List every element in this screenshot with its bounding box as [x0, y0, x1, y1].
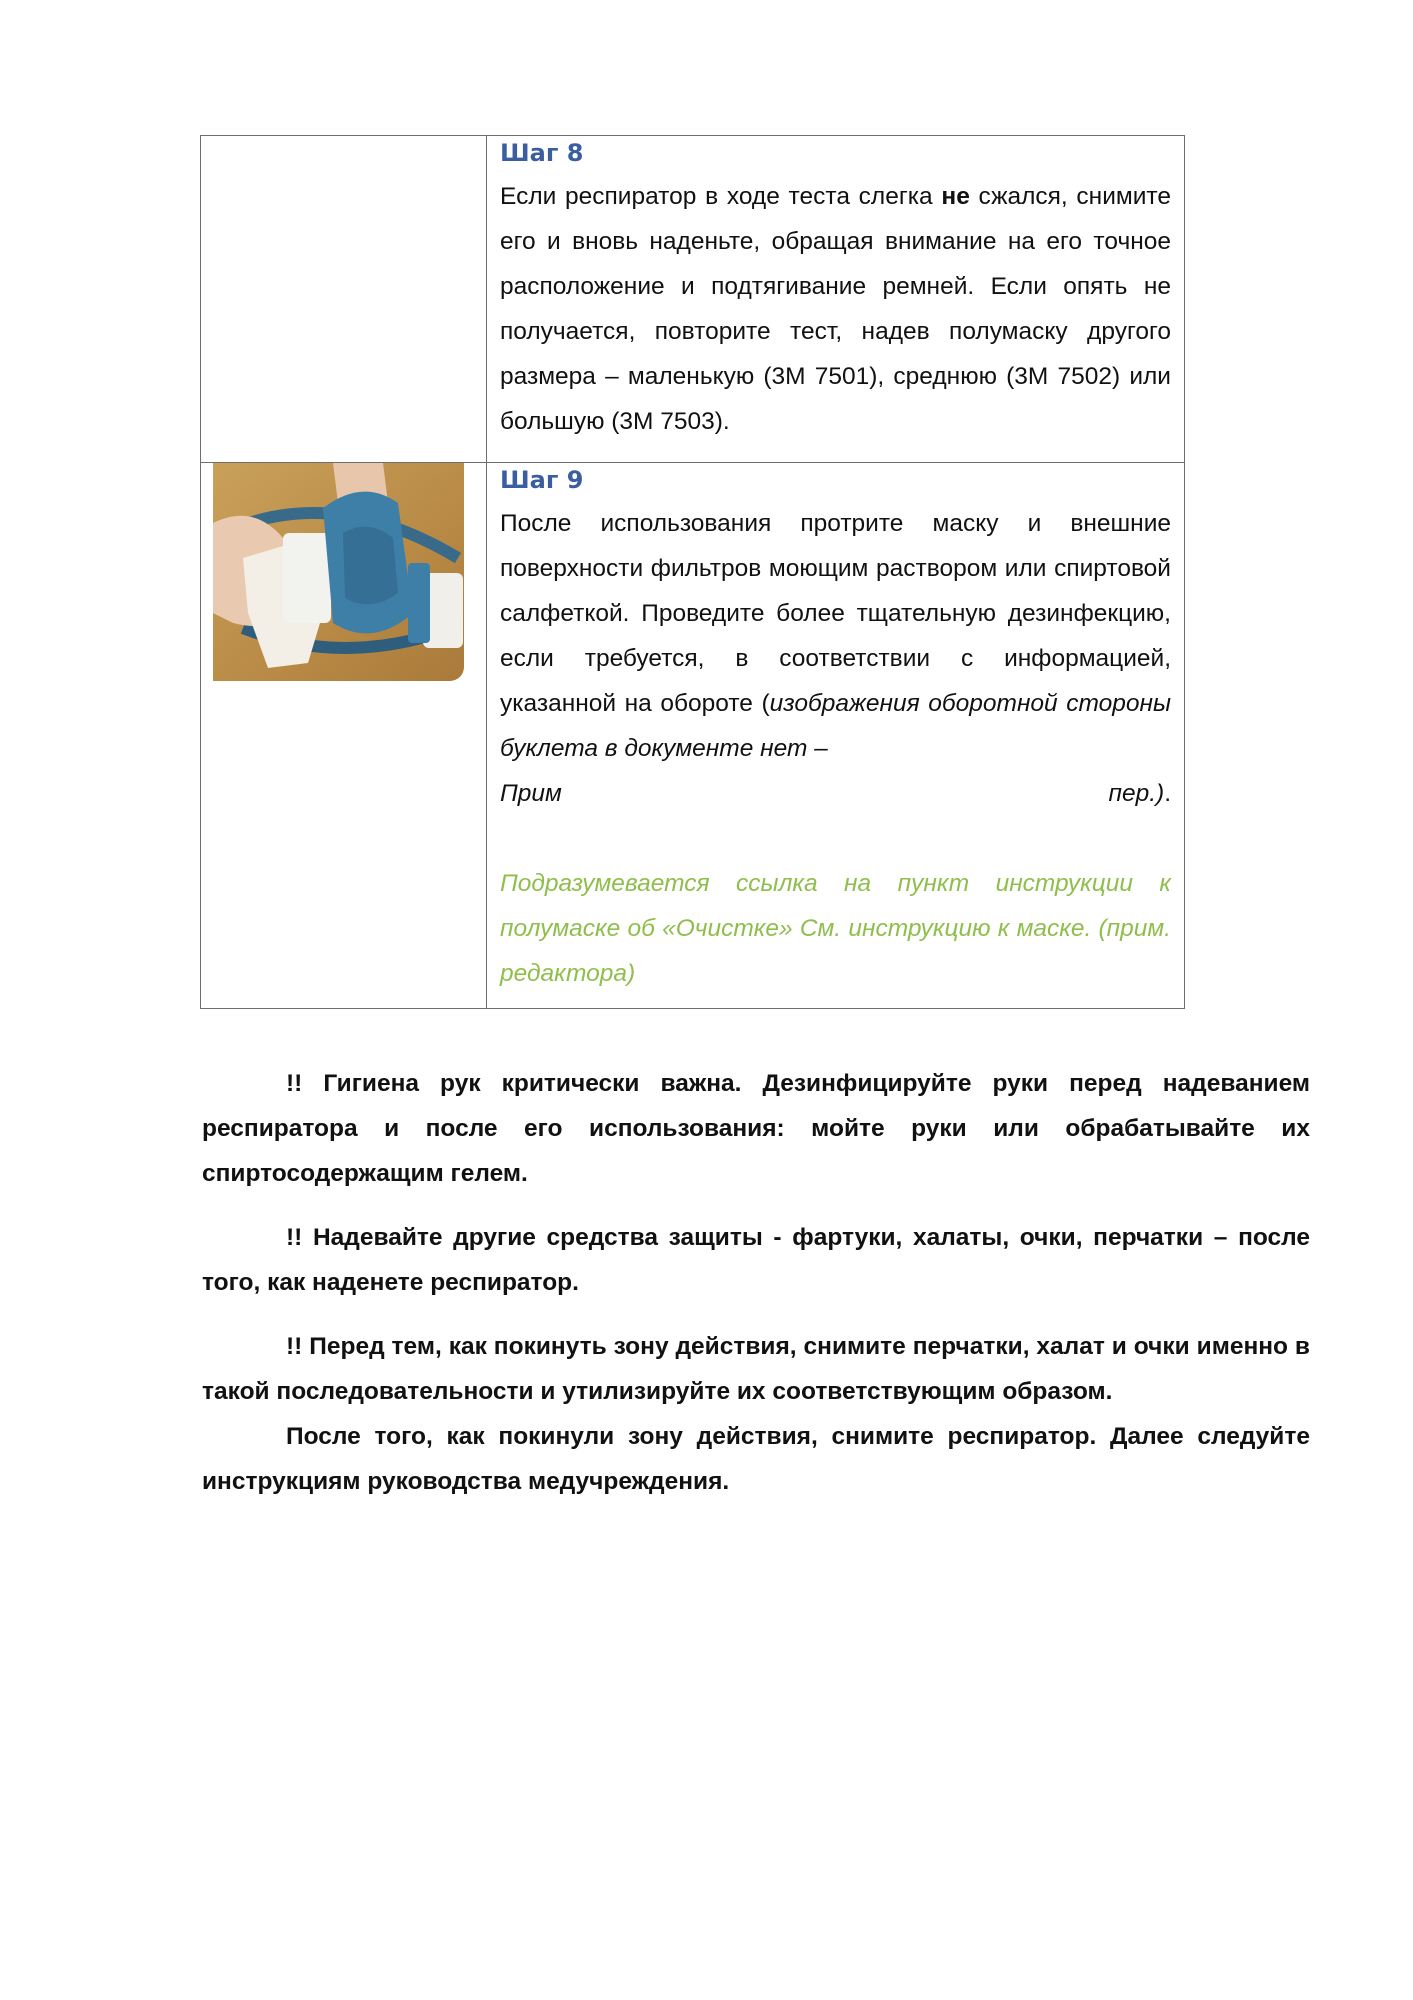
step-9-text-part-a: После использования протрите маску и внешние поверхности фильтров моющим раствором или спиртовой салфеткой. Проведите более тщательную дезинфекцию, если требуется, в соответствии с информацией, указанной на обороте ( [500, 510, 1171, 717]
note-hand-hygiene: !! Гигиена рук критически важна. Дезинфицируйте руки перед надеванием респиратора и после его использования: мойте руки или обрабатывайте их спиртосодержащим гелем. [202, 1070, 1310, 1187]
editor-note: Подразумевается ссылка на пункт инструкции к полумаске об «Очистке» См. инструкцию к маске. (прим. редактора) [500, 870, 1171, 987]
step-9-text-cell [487, 463, 1184, 1008]
step-9-last-line [500, 771, 1171, 816]
step-9-last-right-wrap [1108, 771, 1171, 816]
step-9-last-end: . [1164, 780, 1171, 807]
step-8-title: Шаг 8 [500, 139, 584, 167]
mask-cleaning-illustration [213, 463, 464, 681]
step-row-8 [201, 136, 1184, 462]
step-9-image-cell [201, 463, 487, 1008]
step-9-last-left: Прим [500, 780, 562, 807]
note-remove-respirator: После того, как покинули зону действия, снимите респиратор. Далее следуйте инструкциям руководства медучреждения. [202, 1423, 1310, 1495]
note-other-protection: !! Надевайте другие средства защиты - фартуки, халаты, очки, перчатки – после того, как наденете респиратор. [202, 1224, 1310, 1296]
step-8-text-cell [487, 136, 1184, 462]
step-8-image-cell [201, 136, 487, 462]
mask-cleaning-photo [213, 463, 464, 681]
step-9-last-right: пер.) [1108, 780, 1165, 807]
step-row-9 [201, 462, 1184, 1008]
step-8-text [500, 174, 1171, 444]
note-removal-order: !! Перед тем, как покинуть зону действия, снимите перчатки, халат и очки именно в такой последовательности и утилизируйте их соответствующим образом. [202, 1333, 1310, 1405]
step-8-text-part-b: сжался, снимите его и вновь наденьте, обращая внимание на его точное расположение и подтягивание ремней. Если опять не получается, повторите тест, надев полумаску другого размера – маленькую (3М 7501), среднюю (3М 7502) или большую (3М 7503). [500, 183, 1171, 435]
steps-table [200, 135, 1185, 1009]
step-9-title: Шаг 9 [500, 466, 584, 494]
step-9-text-italic: изображения оборотной стороны буклета в документе нет – [500, 690, 1171, 762]
step-9-text [500, 501, 1171, 771]
step-8-text-part-a: Если респиратор в ходе теста слегка [500, 183, 942, 210]
step-8-text-bold: не [941, 183, 970, 210]
